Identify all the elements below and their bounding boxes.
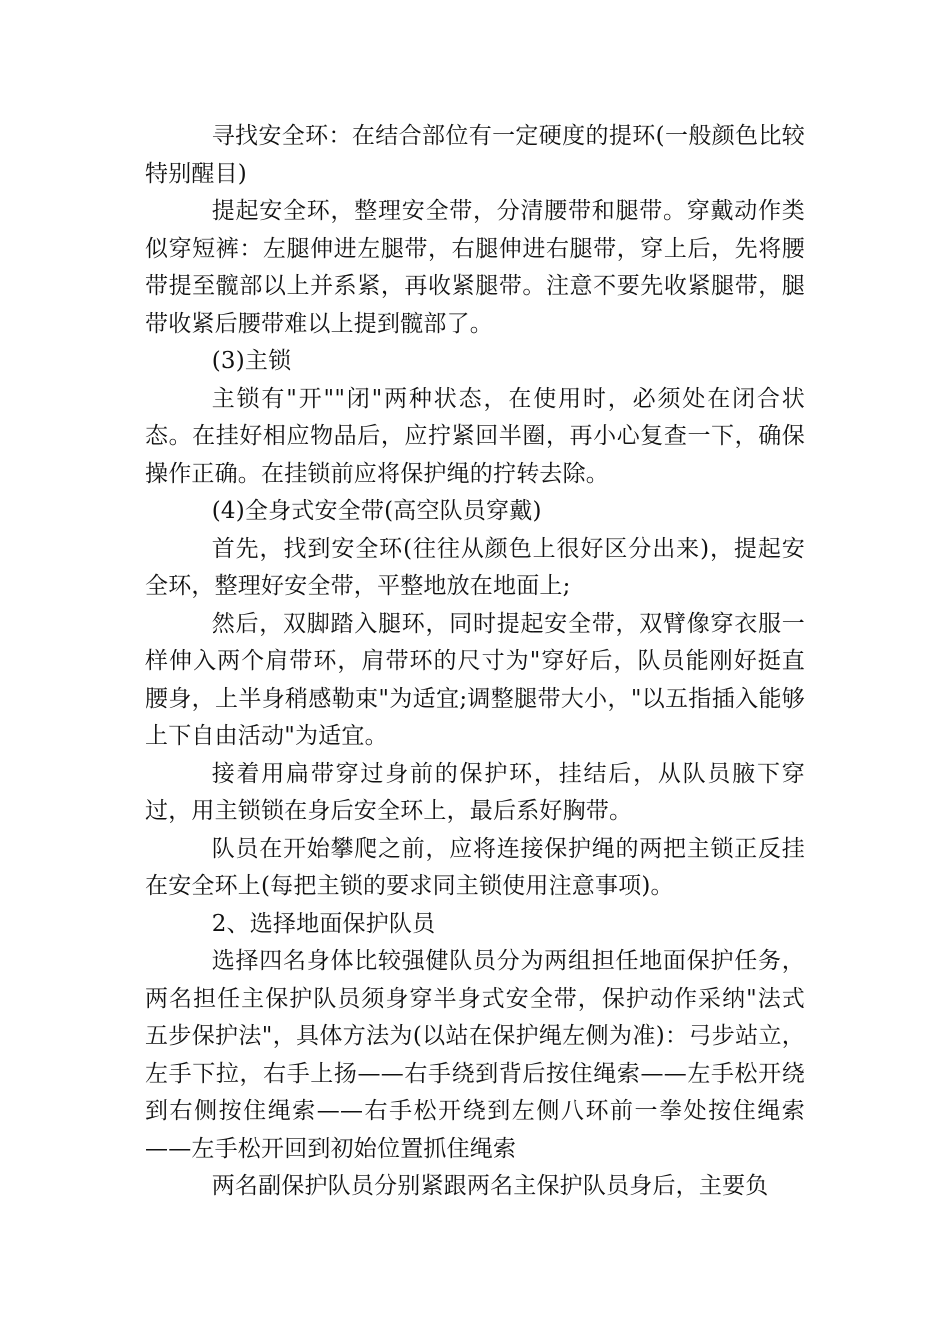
document-body [145, 118, 805, 1206]
heading-main-lock: (3)主锁 [211, 348, 292, 374]
paragraph-before-climbing: 队员在开始攀爬之前，应将连接保护绳的两把主锁正反挂在安全环上(每把主锁的要求同主锁使用注意事项)。 [145, 835, 805, 899]
paragraph-find-safety-ring: 寻找安全环：在结合部位有一定硬度的提环(一般颜色比较特别醒目) [145, 123, 805, 187]
paragraph-then-step: 然后，双脚踏入腿环，同时提起安全带，双臂像穿衣服一样伸入两个肩带环，肩带环的尺寸为"穿好后，队员能刚好挺直腰身，上半身稍感勒束"为适宜;调整腿带大小，"以五指插入能够上下自由活动"为适宜。 [145, 610, 805, 749]
paragraph-lift-safety-ring: 提起安全环，整理安全带，分清腰带和腿带。穿戴动作类似穿短裤：左腿伸进左腿带，右腿伸进右腿带，穿上后，先将腰带提至髋部以上并系紧，再收紧腿带。注意不要先收紧腿带，腿带收紧后腰带难以上提到髋部了。 [145, 198, 805, 337]
heading-ground-belayers: 2、选择地面保护队员 [211, 910, 436, 937]
heading-full-body-harness: (4)全身式安全带(高空队员穿戴) [211, 498, 542, 524]
paragraph-main-lock: 主锁有"开""闭"两种状态，在使用时，必须处在闭合状态。在挂好相应物品后，应拧紧回半圈，再小心复查一下，确保操作正确。在挂锁前应将保护绳的拧转去除。 [145, 385, 805, 487]
paragraph-first-step: 首先，找到安全环(往往从颜色上很好区分出来)，提起安全环，整理好安全带，平整地放在地面上; [145, 535, 805, 599]
paragraph-assistant-belayers: 两名副保护队员分别紧跟两名主保护队员身后，主要负 [211, 1173, 769, 1199]
paragraph-next-step: 接着用扁带穿过身前的保护环，挂结后，从队员腋下穿过，用主锁锁在身后安全环上，最后系好胸带。 [145, 760, 805, 824]
paragraph-choose-belayers: 选择四名身体比较强健队员分为两组担任地面保护任务，两名担任主保护队员须身穿半身式安全带，保护动作采纳"法式五步保护法"，具体方法为(以站在保护绳左侧为准)：弓步站立，左手下拉，右手上扬——右手绕到背后按住绳索——左手松开绕到右侧按住绳索——右手松开绕到左侧八环前一拳处按住绳索——左手松开回到初始位置抓住绳索 [145, 948, 805, 1162]
